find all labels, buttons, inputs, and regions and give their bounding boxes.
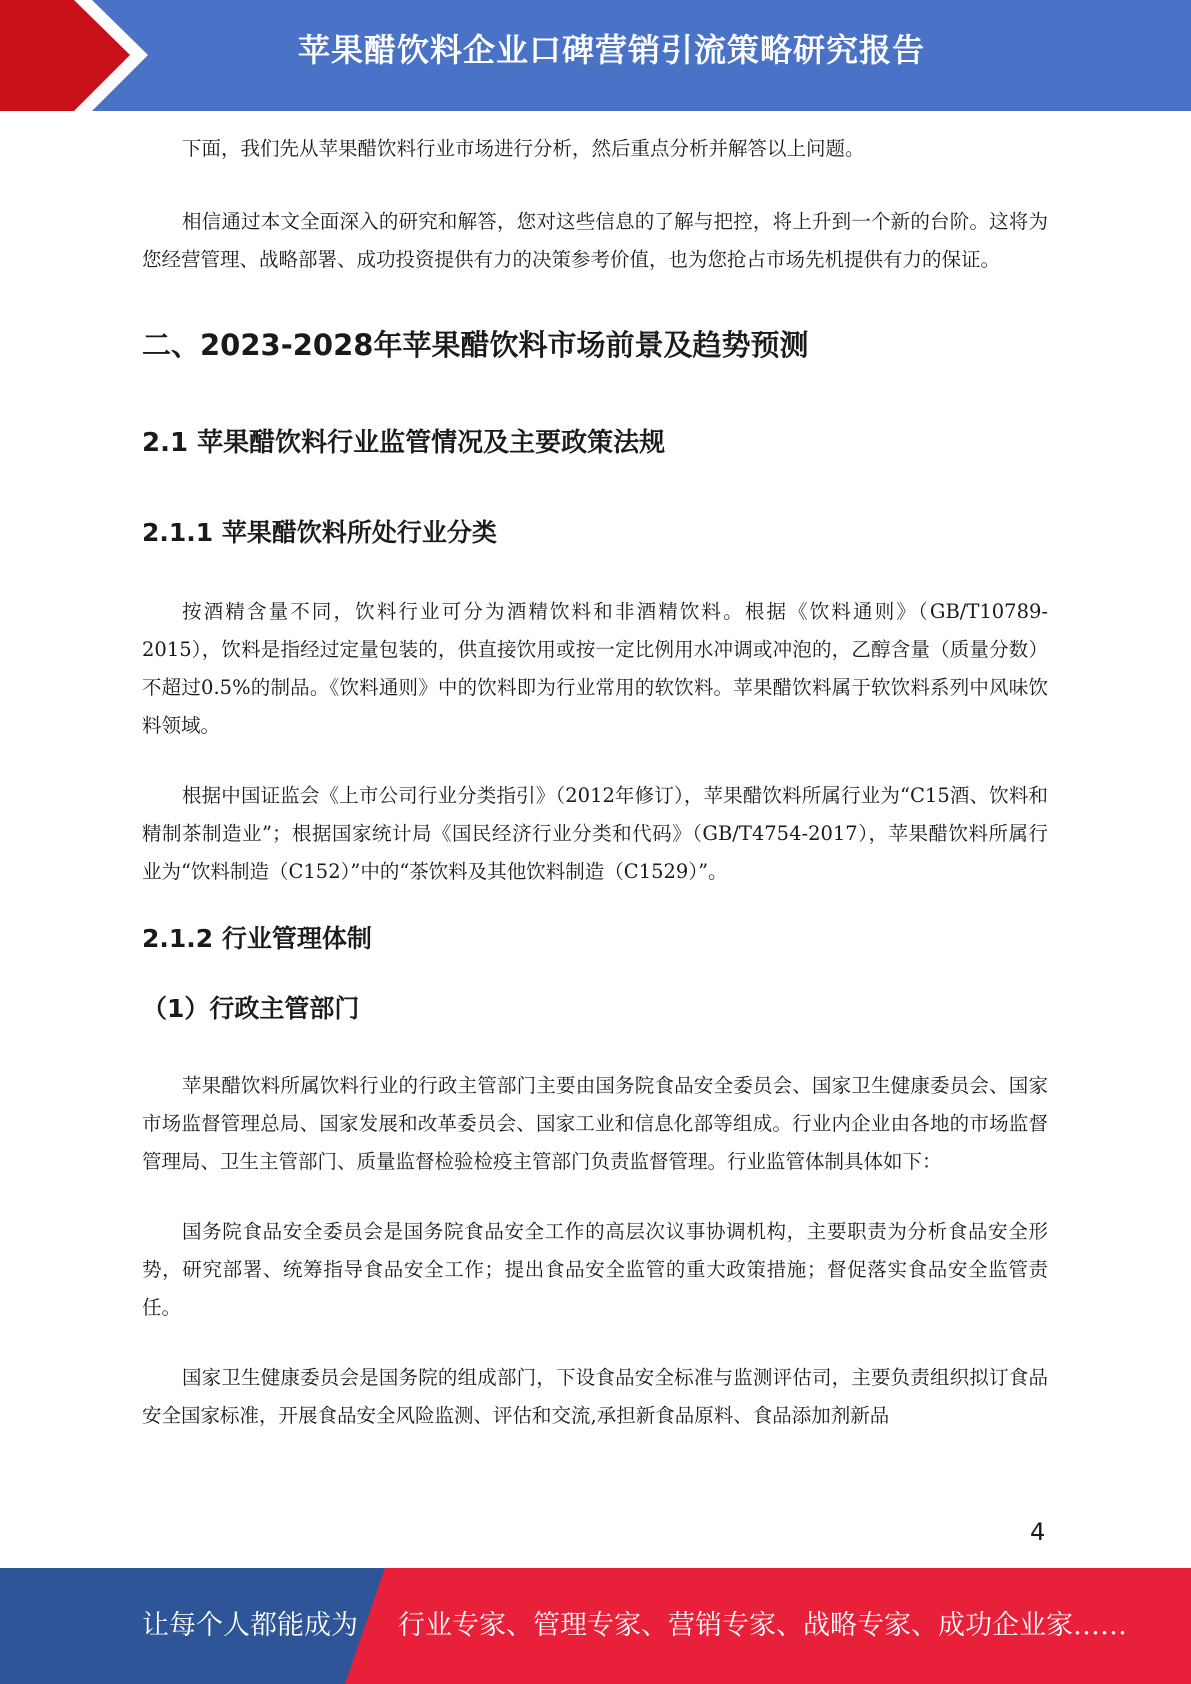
section-heading-2: 二、2023-2028年苹果醋饮料市场前景及趋势预测 <box>142 328 809 362</box>
paragraph-authorities: 苹果醋饮料所属饮料行业的行政主管部门主要由国务院食品安全委员会、国家卫生健康委员会、国家市场监督管理总局、国家发展和改革委员会、国家工业和信息化部等组成。行业内企业由各地的市场监督管理局、卫生主管部门、质量监督检验检疫主管部门负责监督管理。行业监管体制具体如下： <box>142 1074 1048 1173</box>
report-title: 苹果醋饮料企业口碑营销引流策略研究报告 <box>298 31 926 69</box>
heading-2-1-1: 2.1.1 苹果醋饮料所处行业分类 <box>142 518 497 547</box>
heading-2-1-2: 2.1.2 行业管理体制 <box>142 924 372 953</box>
heading-2-1: 2.1 苹果醋饮料行业监管情况及主要政策法规 <box>142 428 666 458</box>
paragraph-intro: 下面，我们先从苹果醋饮料行业市场进行分析，然后重点分析并解答以上问题。 <box>182 137 865 160</box>
paragraph-industry-code: 根据中国证监会《上市公司行业分类指引》（2012年修订），苹果醋饮料所属行业为“C15酒、饮料和精制茶制造业”；根据国家统计局《国民经济行业分类和代码》（GB/T4754-2017），苹果醋饮料所属行业为“饮料制造（C152）”中的“茶饮料及其他饮料制造（C1529）”。 <box>142 784 1048 883</box>
paragraph-classification: 按酒精含量不同，饮料行业可分为酒精饮料和非酒精饮料。根据《饮料通则》（GB/T10789-2015），饮料是指经过定量包装的，供直接饮用或按一定比例用水冲调或冲泡的，乙醇含量（质量分数）不超过0.5%的制品。《饮料通则》中的饮料即为行业常用的软饮料。苹果醋饮料属于软饮料系列中风味饮料领域。 <box>142 600 1048 737</box>
heading-admin-authority: （1）行政主管部门 <box>142 994 360 1023</box>
main-content <box>142 130 1048 1435</box>
footer-slogan-left: 让每个人都能成为 <box>142 1610 358 1641</box>
paragraph-health-commission: 国家卫生健康委员会是国务院的组成部门，下设食品安全标准与监测评估司，主要负责组织拟订食品安全国家标准，开展食品安全风险监测、评估和交流,承担新食品原料、食品添加剂新品 <box>142 1366 1048 1427</box>
page-number: 4 <box>1030 1518 1046 1546</box>
red-chevron-ribbon <box>0 0 160 111</box>
page-header <box>0 0 1191 111</box>
paragraph-food-safety-committee: 国务院食品安全委员会是国务院食品安全工作的高层次议事协调机构，主要职责为分析食品安全形势，研究部署、统筹指导食品安全工作；提出食品安全监管的重大政策措施；督促落实食品安全监管责任。 <box>142 1220 1048 1319</box>
footer-slogan-right: 行业专家、管理专家、营销专家、战略专家、成功企业家…… <box>398 1610 1127 1641</box>
paragraph-value: 相信通过本文全面深入的研究和解答，您对这些信息的了解与把控，将上升到一个新的台阶。这将为您经营管理、战略部署、成功投资提供有力的决策参考价值，也为您抢占市场先机提供有力的保证。 <box>142 210 1048 271</box>
page-footer <box>0 1568 1191 1684</box>
